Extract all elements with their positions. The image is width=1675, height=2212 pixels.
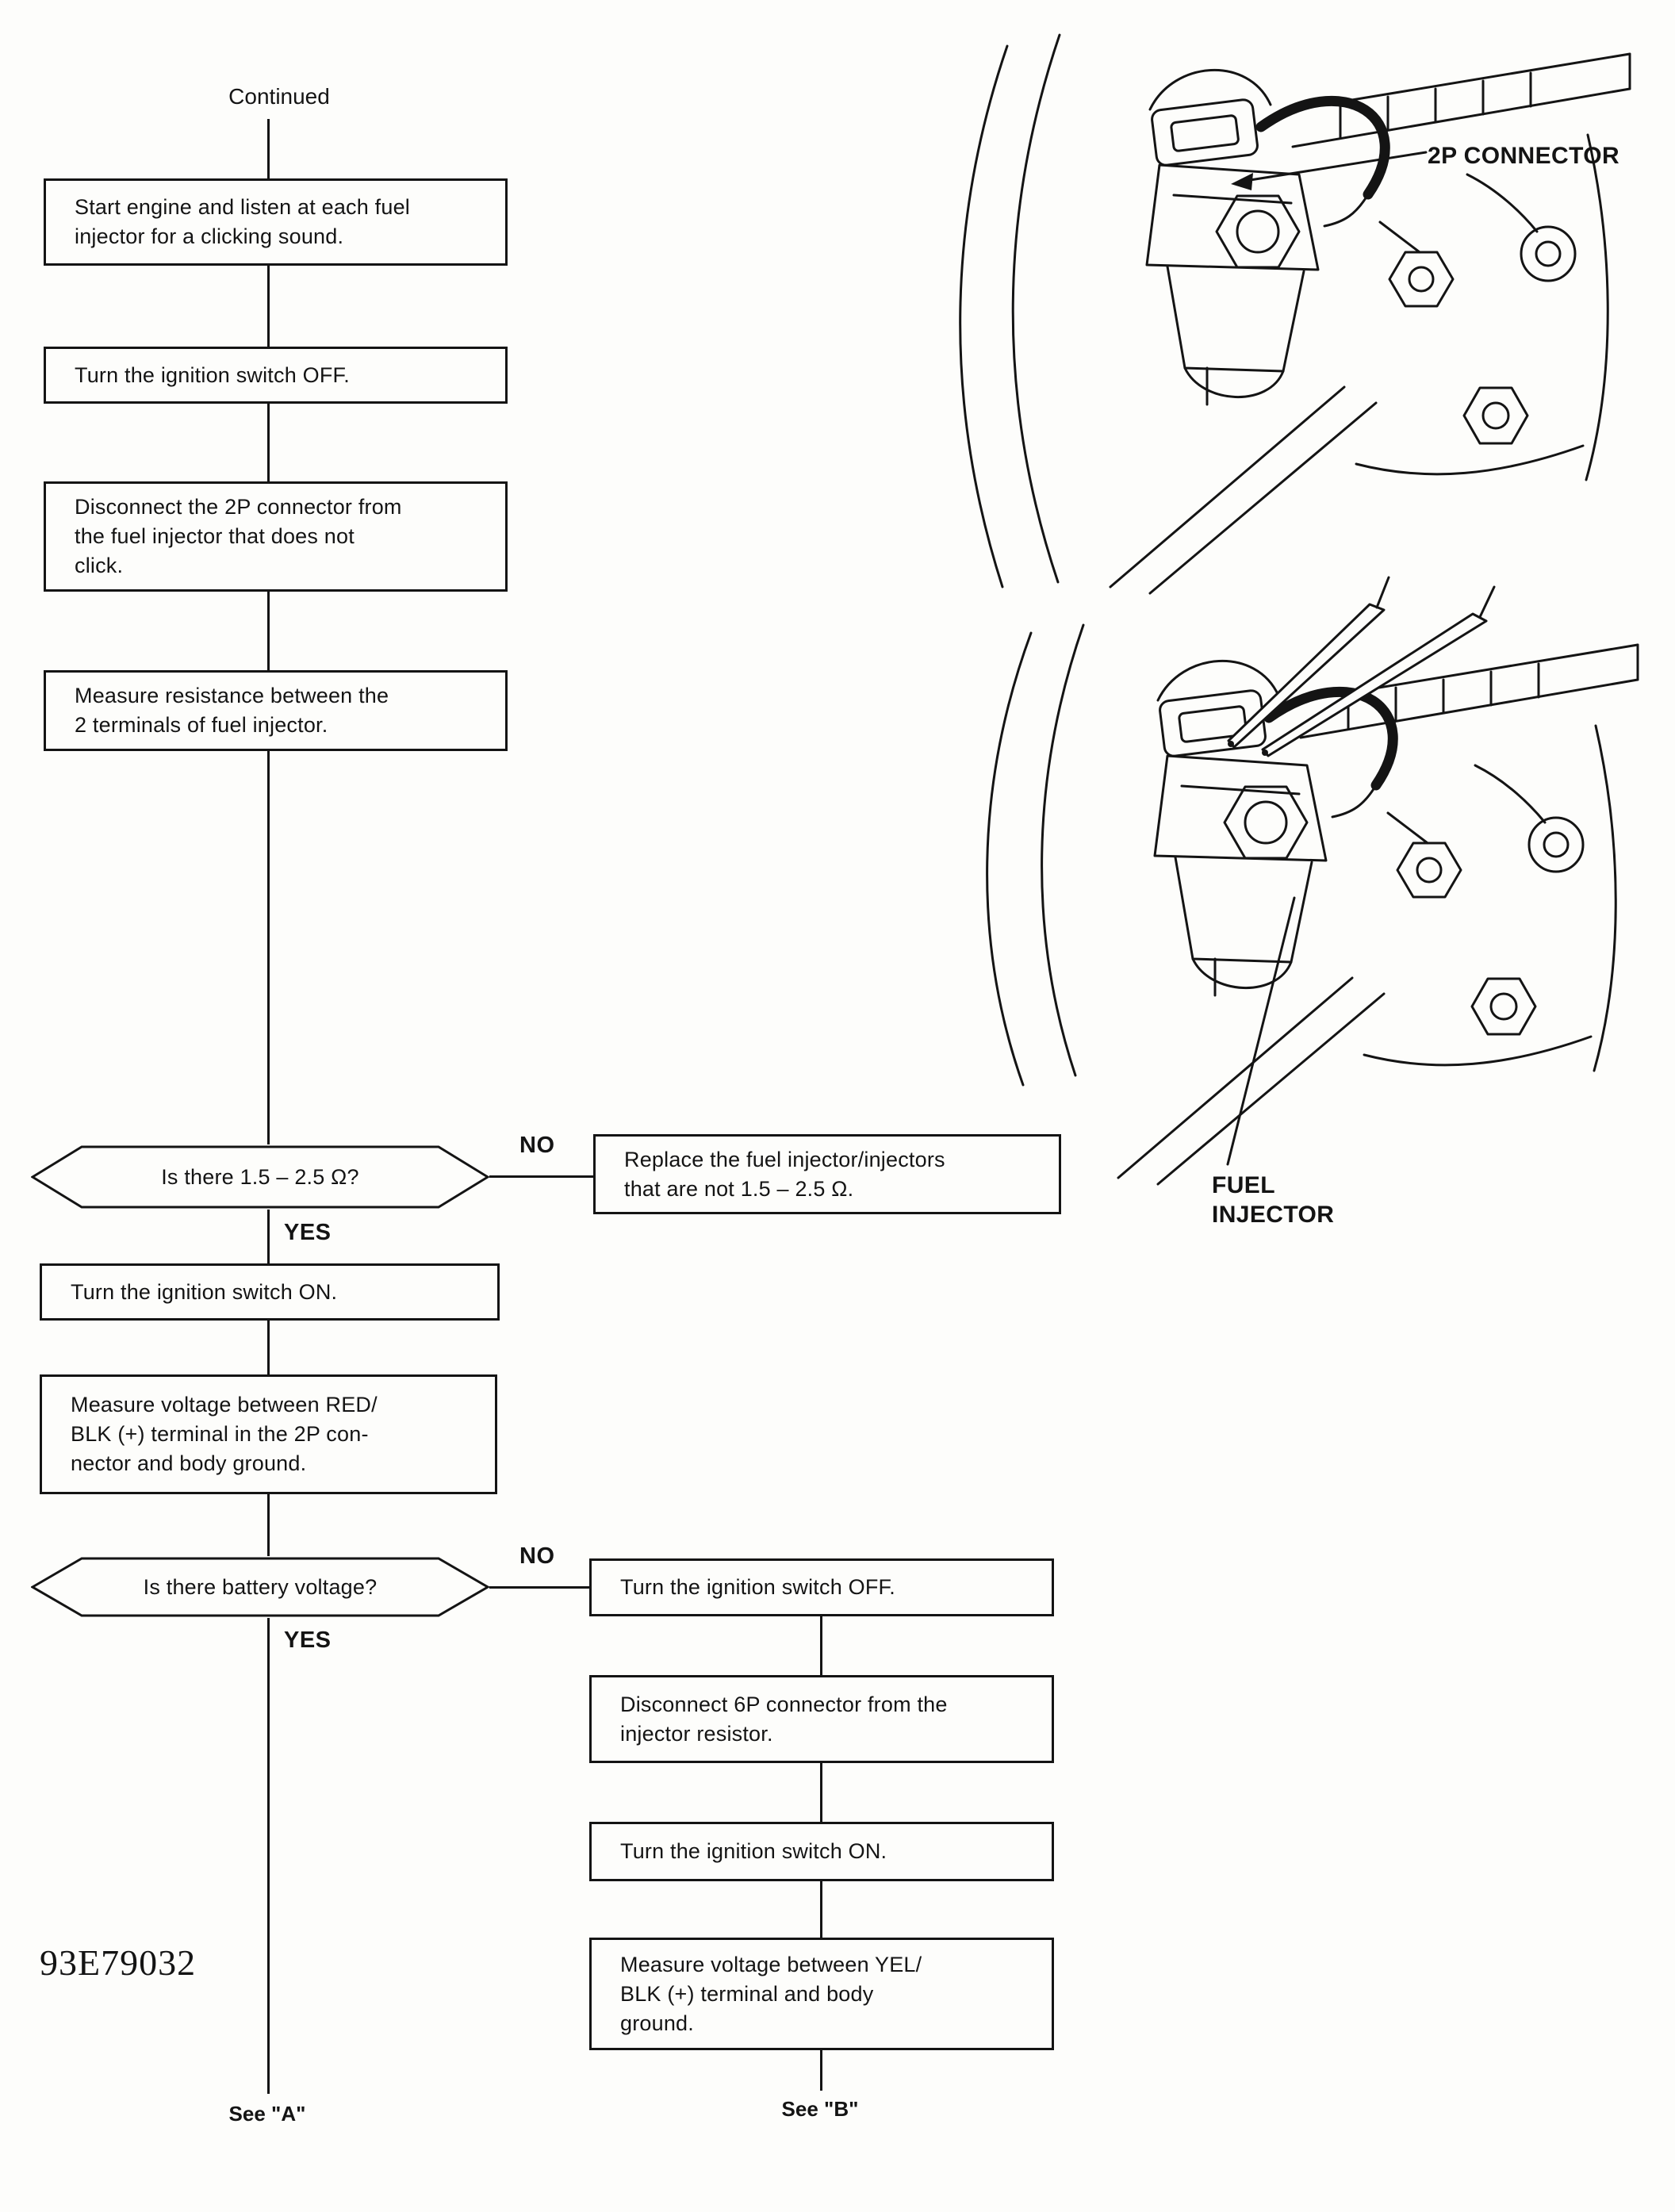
see-a-label: See "A" <box>228 2102 306 2126</box>
step-listen-box <box>44 178 508 266</box>
branch-disconnect-6p-line1: Disconnect 6P connector from the <box>620 1692 948 1716</box>
branch-measure-voltage-yel-line3: ground. <box>620 2011 694 2035</box>
step-measure-resistance-line1: Measure resistance between the <box>75 684 389 707</box>
step-measure-voltage-red-box <box>40 1374 497 1494</box>
step-disconnect-2p-line2: the fuel injector that does not <box>75 524 355 548</box>
label-2p-connector: 2P CONNECTOR <box>1428 143 1620 169</box>
engine-illustrations <box>912 32 1650 1269</box>
engine-sketch-bottom <box>987 625 1638 1184</box>
flow-line-v12 <box>820 1881 822 1938</box>
branch-ignition-off-box <box>589 1558 1054 1616</box>
yes-label-1: YES <box>284 1220 332 1245</box>
flow-line-v8 <box>267 1494 270 1556</box>
step-measure-voltage-red-line3: nector and body ground. <box>71 1451 307 1475</box>
step-ignition-off-line1: Turn the ignition switch OFF. <box>75 362 350 387</box>
step-disconnect-2p-line1: Disconnect the 2P connector from <box>75 495 402 519</box>
decision-battery-voltage-text: Is there battery voltage? <box>143 1574 378 1599</box>
step-replace-injector-line2: that are not 1.5 – 2.5 Ω. <box>624 1176 854 1201</box>
yes-label-2: YES <box>284 1627 332 1653</box>
flow-line-no2 <box>489 1586 589 1589</box>
doc-code: 93E79032 <box>40 1942 197 1983</box>
branch-measure-voltage-yel-line1: Measure voltage between YEL/ <box>620 1952 922 1976</box>
step-measure-voltage-red-line2: BLK (+) terminal in the 2P con- <box>71 1422 369 1446</box>
branch-disconnect-6p-box <box>589 1675 1054 1763</box>
flow-line-v3 <box>267 404 270 481</box>
step-ignition-on-line1: Turn the ignition switch ON. <box>71 1279 338 1304</box>
flow-line-no1 <box>489 1175 593 1178</box>
flow-line-v9 <box>267 1618 270 2094</box>
step-measure-resistance-box <box>44 670 508 751</box>
step-listen-line2: injector for a clicking sound. <box>75 224 344 248</box>
flow-line-v5 <box>267 751 270 1144</box>
leader-line-fuel-injector-icon <box>1228 898 1294 1164</box>
flow-line-v4 <box>267 592 270 670</box>
branch-disconnect-6p-line2: injector resistor. <box>620 1721 773 1746</box>
label-fuel-injector-line1: FUEL <box>1212 1172 1275 1198</box>
flow-line-v6 <box>267 1210 270 1263</box>
flow-line-v2 <box>267 266 270 347</box>
step-ignition-on-box <box>40 1263 500 1321</box>
branch-ignition-on-line1: Turn the ignition switch ON. <box>620 1839 887 1863</box>
decision-resistance-text: Is there 1.5 – 2.5 Ω? <box>161 1164 359 1189</box>
step-replace-injector-box <box>593 1134 1061 1214</box>
decision-resistance <box>31 1144 489 1210</box>
step-measure-resistance-line2: 2 terminals of fuel injector. <box>75 713 328 737</box>
flow-line-v10 <box>820 1616 822 1675</box>
step-disconnect-2p-line3: click. <box>75 554 124 577</box>
continued-label: Continued <box>228 84 330 109</box>
branch-measure-voltage-yel-box <box>589 1938 1054 2050</box>
flow-line-v11 <box>820 1763 822 1822</box>
step-ignition-off-box <box>44 347 508 404</box>
flow-line-v1 <box>267 119 270 178</box>
flow-line-v13 <box>820 2050 822 2091</box>
branch-measure-voltage-yel-line2: BLK (+) terminal and body <box>620 1981 874 2006</box>
step-measure-voltage-red-line1: Measure voltage between RED/ <box>71 1393 378 1417</box>
step-listen-line1: Start engine and listen at each fuel <box>75 195 410 219</box>
branch-ignition-off-line1: Turn the ignition switch OFF. <box>620 1575 895 1599</box>
engine-sketch-top <box>960 35 1630 593</box>
flow-line-v7 <box>267 1321 270 1374</box>
step-disconnect-2p-box <box>44 481 508 592</box>
label-fuel-injector <box>1212 1171 1334 1229</box>
branch-ignition-on-box <box>589 1822 1054 1881</box>
test-probes-icon <box>1228 577 1494 756</box>
no-label-2: NO <box>519 1543 555 1569</box>
label-fuel-injector-line2: INJECTOR <box>1212 1202 1335 1228</box>
decision-battery-voltage <box>31 1556 489 1618</box>
see-b-label: See "B" <box>781 2097 859 2121</box>
no-label-1: NO <box>519 1133 555 1158</box>
step-replace-injector-line1: Replace the fuel injector/injectors <box>624 1147 945 1171</box>
